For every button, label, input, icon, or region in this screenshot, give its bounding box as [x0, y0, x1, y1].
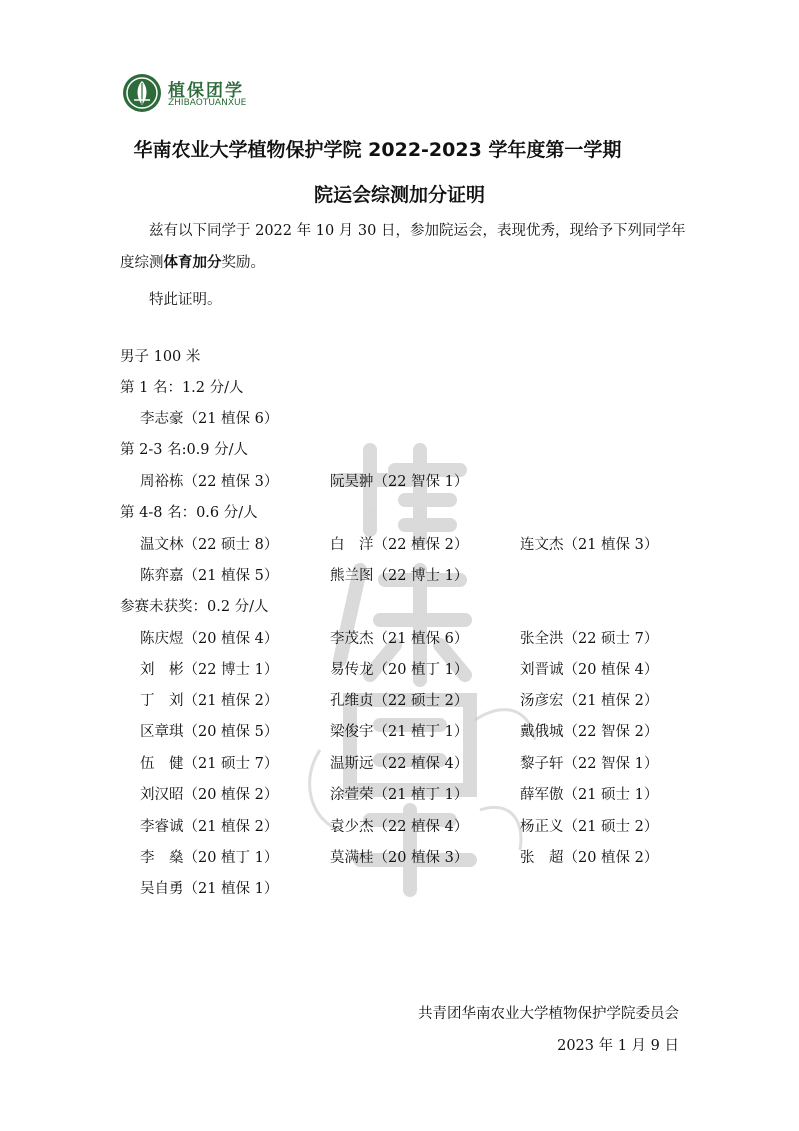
list-item: 熊兰图（22 博士 1）: [330, 568, 469, 584]
logo: [122, 73, 252, 115]
list-item: 袁少杰（22 植保 4）: [330, 819, 469, 835]
section-heading: 参赛未获奖：0.2 分/人: [120, 599, 269, 615]
signature-org: 共青团华南农业大学植物保护学院委员会: [418, 1006, 679, 1022]
notice-text: 特此证明。: [149, 292, 222, 308]
intro-text-1: 兹有以下同学于 2022 年 10 月 30 日，参加院运会，表现优秀，现给予下列同学年度综测: [120, 223, 686, 271]
list-item: 薛军傲（21 硕士 1）: [520, 787, 659, 803]
leaf-emblem-icon: [122, 73, 162, 113]
list-item: 李睿诚（21 植保 2）: [140, 819, 279, 835]
list-item: 黎子轩（22 智保 1）: [520, 756, 659, 772]
list-item: 吴自勇（21 植保 1）: [140, 881, 279, 897]
list-item: 汤彦宏（21 植保 2）: [520, 693, 659, 709]
list-item: 涂萱荣（21 植丁 1）: [330, 787, 469, 803]
logo-title: 植保团学: [168, 81, 244, 101]
list-item: 李 燊（20 植丁 1）: [140, 850, 279, 866]
list-item: 温文林（22 硕士 8）: [140, 537, 279, 553]
section-heading: 第 2-3 名:0.9 分/人: [120, 442, 249, 458]
list-item: 丁 刘（21 植保 2）: [140, 693, 279, 709]
list-item: 温斯远（22 植保 4）: [330, 756, 469, 772]
list-item: 张 超（20 植保 2）: [520, 850, 659, 866]
logo-subtitle: ZHIBAOTUANXUE: [168, 98, 247, 108]
list-item: 戴俄城（22 智保 2）: [520, 724, 659, 740]
document-subtitle: 院运会综测加分证明: [313, 184, 485, 206]
section-heading: 第 4-8 名：0.6 分/人: [120, 505, 258, 521]
list-item: 刘汉昭（20 植保 2）: [140, 787, 279, 803]
intro-text-2: 奖励。: [221, 255, 265, 271]
list-item: 杨正义（21 硕士 2）: [520, 819, 659, 835]
signature-date: 2023 年 1 月 9 日: [557, 1038, 679, 1054]
list-item: 刘晋诚（20 植保 4）: [520, 662, 659, 678]
list-item: 区章琪（20 植保 5）: [140, 724, 279, 740]
section-heading: 第 1 名：1.2 分/人: [120, 380, 244, 396]
list-item: 周裕栋（22 植保 3）: [140, 474, 279, 490]
list-item: 李茂杰（21 植保 6）: [330, 631, 469, 647]
intro-paragraph: [120, 215, 690, 279]
list-item: 梁俊宇（21 植丁 1）: [330, 724, 469, 740]
event-title: 男子 100 米: [120, 349, 201, 365]
list-item: 张全洪（22 硕士 7）: [520, 631, 659, 647]
list-item: 陈庆煜（20 植保 4）: [140, 631, 279, 647]
document-title: 华南农业大学植物保护学院 2022-2023 学年度第一学期: [133, 139, 622, 161]
list-item: 阮昊翀（22 智保 1）: [330, 474, 469, 490]
list-item: 李志豪（21 植保 6）: [140, 411, 279, 427]
list-item: 莫满桂（20 植保 3）: [330, 850, 469, 866]
list-item: 陈弈嘉（21 植保 5）: [140, 568, 279, 584]
list-item: 刘 彬（22 博士 1）: [140, 662, 279, 678]
list-item: 白 洋（22 植保 2）: [330, 537, 469, 553]
list-item: 连文杰（21 植保 3）: [520, 537, 659, 553]
list-item: 孔维贞（22 硕士 2）: [330, 693, 469, 709]
list-item: 伍 健（21 硕士 7）: [140, 756, 279, 772]
list-item: 易传龙（20 植丁 1）: [330, 662, 469, 678]
intro-bold: 体育加分: [163, 255, 222, 271]
